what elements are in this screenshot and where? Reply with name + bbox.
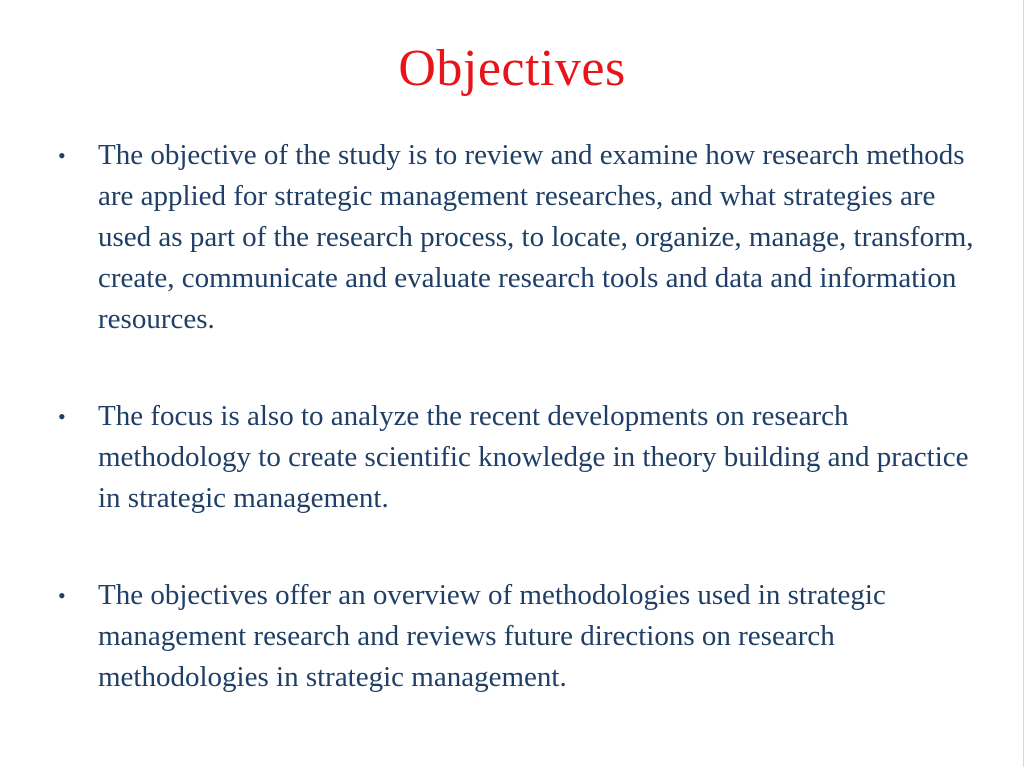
bullet-item bbox=[58, 575, 988, 698]
bullet-dot-icon: • bbox=[58, 583, 66, 608]
bullet-text: The objective of the study is to review and examine how research methods are applied for strategic management researches, and what strategies are used as part of the research process, to locate, organize, manage, transform, create, communicate and evaluate research tools and data and information resources. bbox=[98, 139, 974, 335]
slide-title: Objectives bbox=[398, 40, 626, 97]
bullet-list bbox=[58, 135, 988, 698]
bullet-item bbox=[58, 396, 988, 519]
bullet-dot-icon: • bbox=[58, 404, 66, 429]
bullet-text: The objectives offer an overview of methodologies used in strategic management research and reviews future directions on research methodologies in strategic management. bbox=[98, 579, 886, 693]
bullet-dot-icon: • bbox=[58, 143, 66, 168]
bullet-text: The focus is also to analyze the recent developments on research methodology to create scientific knowledge in theory building and practice in strategic management. bbox=[98, 400, 969, 514]
bullet-item bbox=[58, 135, 988, 340]
